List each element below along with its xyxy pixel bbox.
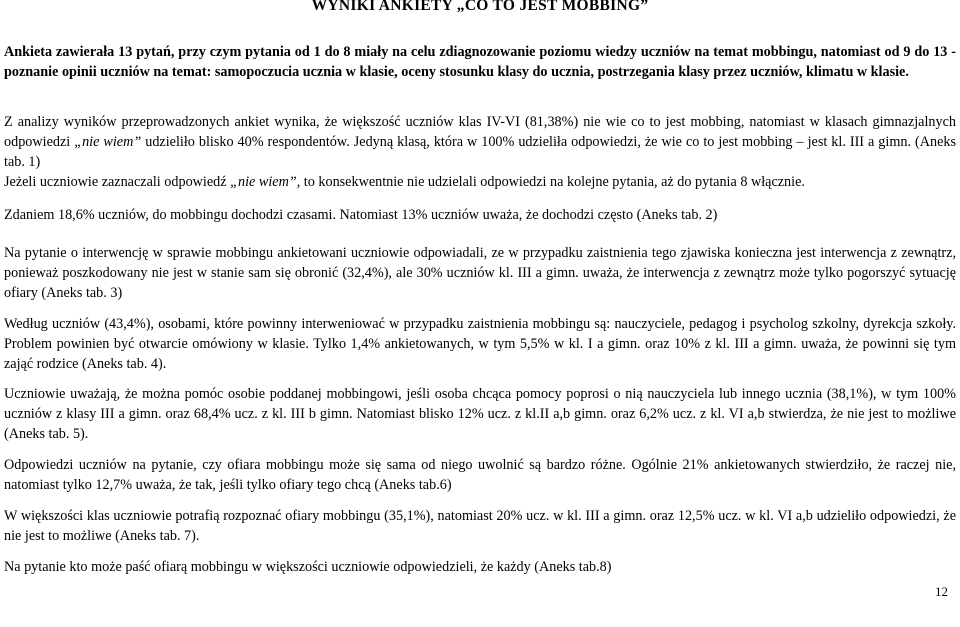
- paragraph-6: Uczniowie uważają, że można pomóc osobie poddanej mobbingowi, jeśli osoba chcąca pomocy poprosi o nią nauczyciela lub innego ucznia (38,1%), w tym 100% uczniów z klasy III a gimn. oraz 68,4% ucz. z kl. III b gimn. Natomiast blisko 12% ucz. z kl.II a,b gimn. oraz 6,2% ucz. z kl. VI a,b stwierdza, że nie jest to możliwe (Aneks tab. 5).: [4, 386, 956, 443]
- paragraph-2-text-b: , to konsekwentnie nie udzielali odpowiedzi na kolejne pytania, aż do pytania 8 włącznie.: [296, 174, 805, 190]
- paragraph-1: [4, 112, 956, 173]
- paragraph-2-emphasis: „nie wiem”: [230, 174, 297, 190]
- paragraph-2: [4, 172, 956, 192]
- paragraph-1-text-b: udzieliło blisko 40% respondentów. Jedyną klasą, która w 100% udzieliła odpowiedzi, że wie co to jest mobbing – jest kl. III a gimn. (Aneks tab. 1): [4, 134, 956, 171]
- paragraph-2-text-a: Jeżeli uczniowie zaznaczali odpowiedź: [4, 174, 231, 190]
- page-number: 12: [935, 584, 948, 599]
- intro-paragraph: Ankieta zawierała 13 pytań, przy czym pytania od 1 do 8 miały na celu zdiagnozowanie poziomu wiedzy uczniów na temat mobbingu, natomiast od 9 do 13 - poznanie opinii uczniów na temat: samopoczucia ucznia w klasie, oceny stosunku klasy do ucznia, postrzegania klasy przez uczniów, klimatu w klasie.: [4, 44, 956, 81]
- paragraph-1-emphasis: „nie wiem”: [74, 134, 142, 151]
- paragraph-4: Na pytanie o interwencję w sprawie mobbingu ankietowani uczniowie odpowiadali, ze w przypadku zaistnienia tego zjawiska konieczna jest interwencja z zewnątrz, ponieważ poszkodowany nie jest w stanie sam się obronić (32,4%), ale 30% uczniów kl. III a gimn. uważa, że interwencja z zewnątrz może tylko pogorszyć sytuację ofiary (Aneks tab. 3): [4, 245, 956, 302]
- paragraph-1-text-a: Z analizy wyników przeprowadzonych ankiet wynika, że większość uczniów klas IV-VI (81,38%) nie wie co to jest mobbing, natomiast w klasach gimnazjalnych odpowiedzi: [4, 114, 956, 151]
- paragraph-3: Zdaniem 18,6% uczniów, do mobbingu dochodzi czasami. Natomiast 13% uczniów uważa, że dochodzi często (Aneks tab. 2): [4, 207, 718, 223]
- paragraph-5: Według uczniów (43,4%), osobami, które powinny interweniować w przypadku zaistnienia mobbingu są: nauczyciele, pedagog i psycholog szkolny, dyrekcja szkoły. Problem powinien być otwarcie omówiony w klasie. Tylko 1,4% ankietowanych, w tym 5,5% w kl. I a gimn. oraz 10% z kl. III a gimn. uważa, że powinni się tym zająć rodzice (Aneks tab. 4).: [4, 316, 956, 373]
- paragraph-8: W większości klas uczniowie potrafią rozpoznać ofiary mobbingu (35,1%), natomiast 20% ucz. w kl. III a gimn. oraz 12,5% ucz. w kl. VI a,b udzieliło odpowiedzi, że nie jest to możliwe (Aneks tab. 7).: [4, 508, 956, 545]
- paragraph-7: Odpowiedzi uczniów na pytanie, czy ofiara mobbingu może się sama od niego uwolnić są bardzo różne. Ogólnie 21% ankietowanych stwierdziło, że raczej nie, natomiast tylko 12,7% uważa, że tak, jeśli tylko ofiary tego chcą (Aneks tab.6): [4, 457, 956, 494]
- page-title: WYNIKI ANKIETY „CO TO JEST MOBBING”: [311, 0, 649, 14]
- paragraph-9: Na pytanie kto może paść ofiarą mobbingu w większości uczniowie odpowiedzieli, że każdy (Aneks tab.8): [4, 559, 612, 575]
